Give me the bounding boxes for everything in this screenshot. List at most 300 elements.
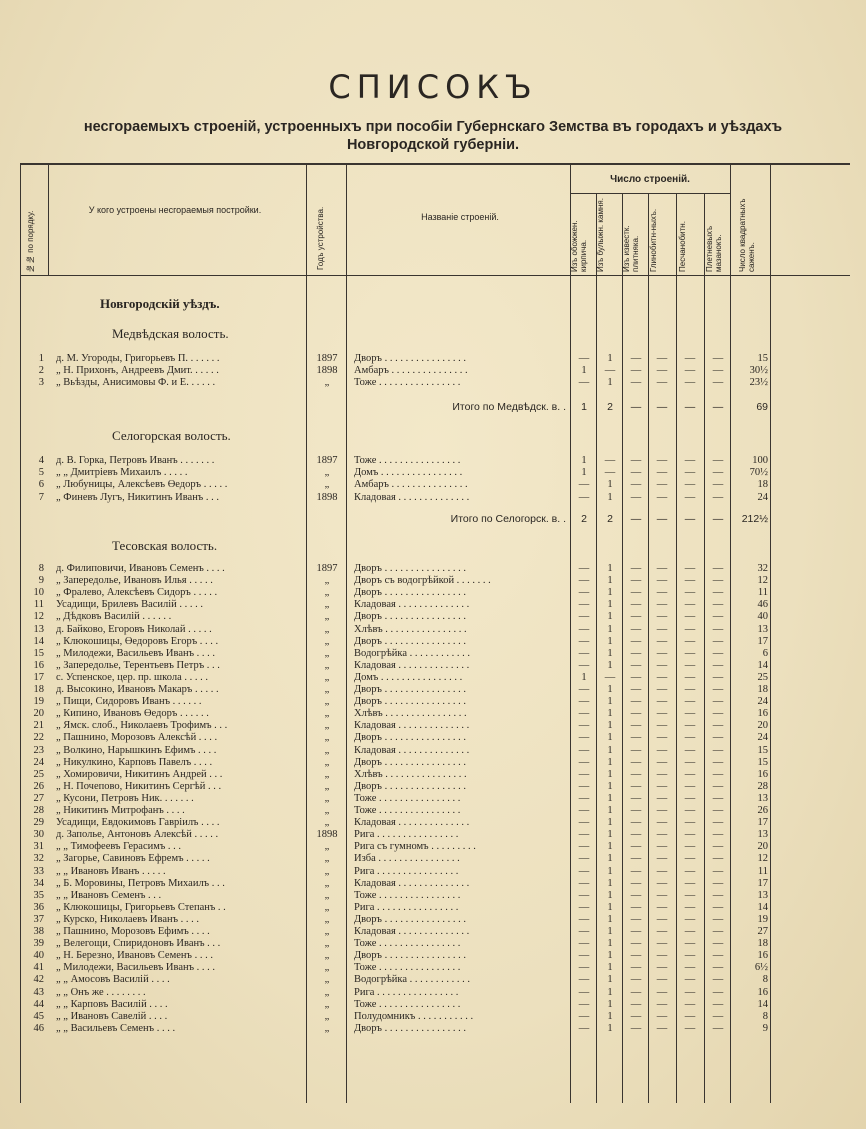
row-count-cell: —	[578, 829, 590, 841]
row-count-cell: —	[656, 829, 668, 841]
row-count-cell: —	[656, 599, 668, 611]
row-year: „	[324, 792, 330, 804]
row-count-cell: —	[712, 913, 724, 925]
row-count-cell: —	[684, 829, 696, 841]
total-count-cell: —	[684, 401, 696, 413]
row-count-cell: —	[684, 974, 696, 986]
row-count-cell: —	[684, 841, 696, 853]
row-count-cell: 1	[607, 780, 613, 792]
row-area: 17	[757, 817, 768, 829]
table-row	[0, 719, 866, 732]
total-count-cell: —	[712, 513, 724, 525]
row-area: 19	[757, 913, 768, 925]
row-count-cell: 1	[607, 901, 613, 913]
table-row	[0, 466, 866, 479]
row-owner: „ Н. Прихонъ, Андреевъ Дмит. . . . . .	[56, 364, 219, 376]
row-year: „	[324, 684, 330, 695]
row-year: „	[324, 841, 330, 853]
row-count-cell: 1	[607, 659, 613, 671]
row-building-name: Рига . . . . . . . . . . . . . . . .	[354, 901, 459, 913]
row-number: 30	[33, 829, 44, 841]
row-owner: „ Финевъ Лугъ, Никитинъ Иванъ . . .	[56, 491, 219, 503]
row-building-name: Тоже . . . . . . . . . . . . . . . .	[354, 805, 461, 816]
table-top-rule	[20, 163, 850, 165]
row-owner: „ Курско, Николаевъ Иванъ . . . .	[56, 913, 200, 925]
row-count-cell: —	[684, 756, 696, 768]
row-count-cell: —	[684, 865, 696, 877]
total-count-cell: 2	[607, 513, 613, 525]
table-row	[0, 707, 866, 720]
row-count-cell: —	[684, 998, 696, 1010]
row-count-cell: —	[712, 865, 724, 877]
row-year: „	[324, 901, 330, 913]
row-number: 21	[33, 720, 44, 732]
row-count-cell: —	[578, 756, 590, 768]
row-area: 30½	[749, 364, 768, 376]
total-label: Итого по Медвѣдск. в. .	[452, 401, 566, 413]
row-count-cell: —	[630, 696, 642, 708]
row-area: 13	[757, 889, 768, 901]
row-count-cell: —	[630, 684, 642, 695]
row-owner: „ Пашнино, Морозовъ Алексѣй . . . .	[56, 732, 218, 744]
row-area: 40	[757, 611, 768, 623]
row-count-cell: —	[630, 491, 642, 503]
row-year: „	[324, 732, 330, 744]
row-count-cell: 1	[607, 974, 613, 986]
row-count-cell: 1	[607, 696, 613, 708]
row-count-cell: 1	[607, 829, 613, 841]
total-label: Итого по Селогорск. в. .	[450, 513, 566, 525]
row-count-cell: —	[630, 708, 642, 720]
row-count-cell: 1	[607, 376, 613, 388]
row-number: 13	[33, 623, 44, 635]
header-sub-sand: Песчанобитн.	[678, 221, 687, 272]
row-area: 9	[762, 1022, 768, 1034]
row-year: „	[324, 708, 330, 720]
row-count-cell: 1	[607, 684, 613, 695]
row-owner: „ Пищи, Сидоровъ Иванъ . . . . . .	[56, 696, 202, 708]
row-count-cell: —	[630, 974, 642, 986]
row-count-cell: —	[630, 950, 642, 962]
row-count-cell: —	[578, 901, 590, 913]
row-count-cell: —	[630, 853, 642, 865]
row-count-cell: —	[712, 889, 724, 901]
table-row	[0, 731, 866, 744]
row-count-cell: —	[684, 744, 696, 756]
row-year: „	[324, 768, 330, 780]
row-area: 11	[757, 587, 768, 599]
row-number: 4	[38, 455, 44, 466]
row-count-cell: 1	[607, 647, 613, 659]
row-year: „	[324, 635, 330, 647]
row-count-cell: —	[712, 467, 724, 479]
row-count-cell: —	[630, 792, 642, 804]
row-building-name: Дворъ . . . . . . . . . . . . . . . .	[354, 696, 466, 708]
row-count-cell: 1	[607, 563, 613, 574]
document-title: СПИСОКЪ	[328, 68, 538, 106]
row-building-name: Тоже . . . . . . . . . . . . . . . .	[354, 455, 461, 466]
row-owner: д. В. Горка, Петровъ Иванъ . . . . . . .	[56, 455, 215, 466]
row-count-cell: —	[684, 938, 696, 950]
row-count-cell: —	[656, 587, 668, 599]
row-number: 27	[33, 792, 44, 804]
row-count-cell: —	[578, 599, 590, 611]
row-number: 41	[33, 962, 44, 974]
row-number: 43	[33, 986, 44, 998]
row-year: „	[324, 805, 330, 816]
row-owner: „ Милодежи, Васильевъ Иванъ . . . .	[56, 962, 216, 974]
row-count-cell: —	[712, 563, 724, 574]
row-count-cell: —	[712, 805, 724, 816]
row-count-cell: —	[684, 671, 696, 683]
row-owner: „ Милодежи, Васильевъ Иванъ . . . .	[56, 647, 216, 659]
row-count-cell: —	[630, 611, 642, 623]
row-count-cell: 1	[607, 817, 613, 829]
row-count-cell: —	[630, 998, 642, 1010]
row-number: 17	[33, 671, 44, 683]
row-count-cell: —	[630, 467, 642, 479]
row-owner: „ Загорье, Савиновъ Ефремъ . . . . .	[56, 853, 210, 865]
row-count-cell: —	[712, 962, 724, 974]
table-row	[0, 1022, 866, 1035]
row-building-name: Кладовая . . . . . . . . . . . . . .	[354, 720, 470, 732]
row-number: 36	[33, 901, 44, 913]
row-owner: „ „ Васильевъ Семенъ . . . .	[56, 1022, 176, 1034]
row-owner: „ Н. Березно, Ивановъ Семенъ . . . .	[56, 950, 213, 962]
row-building-name: Изба . . . . . . . . . . . . . . . .	[354, 853, 460, 865]
section-total-row	[0, 512, 866, 526]
row-count-cell: —	[712, 998, 724, 1010]
row-area: 20	[757, 841, 768, 853]
row-count-cell: 1	[607, 587, 613, 599]
row-count-cell: —	[684, 455, 696, 466]
row-number: 2	[38, 364, 44, 376]
row-area: 32	[757, 563, 768, 574]
table-row	[0, 828, 866, 841]
row-number: 7	[38, 491, 44, 503]
row-area: 17	[757, 877, 768, 889]
row-count-cell: —	[656, 479, 668, 491]
row-count-cell: —	[684, 732, 696, 744]
row-area: 23½	[749, 376, 768, 388]
row-count-cell: —	[630, 1022, 642, 1034]
row-building-name: Дворъ . . . . . . . . . . . . . . . .	[354, 635, 466, 647]
row-count-cell: —	[578, 479, 590, 491]
row-building-name: Полудомникъ . . . . . . . . . . .	[354, 1010, 474, 1022]
row-year: „	[324, 647, 330, 659]
row-year: „	[324, 780, 330, 792]
row-count-cell: —	[712, 364, 724, 376]
row-owner: „ Кипино, Ивановъ Өедоръ . . . . . .	[56, 708, 209, 720]
row-count-cell: —	[630, 780, 642, 792]
row-area: 24	[757, 491, 768, 503]
table-row	[0, 901, 866, 914]
row-count-cell: —	[712, 756, 724, 768]
row-count-cell: —	[578, 974, 590, 986]
row-owner: д. Заполье, Антоновъ Алексѣй . . . . .	[56, 829, 219, 841]
row-count-cell: —	[630, 376, 642, 388]
row-year: „	[324, 756, 330, 768]
row-count-cell: —	[656, 671, 668, 683]
row-count-cell: —	[712, 599, 724, 611]
row-building-name: Дворъ . . . . . . . . . . . . . . . .	[354, 913, 466, 925]
row-owner: „ Ямск. слоб., Николаевъ Трофимъ . . .	[56, 720, 228, 732]
row-count-cell: —	[578, 938, 590, 950]
row-number: 18	[33, 684, 44, 695]
row-count-cell: —	[684, 684, 696, 695]
row-count-cell: —	[578, 720, 590, 732]
row-area: 24	[757, 696, 768, 708]
row-number: 12	[33, 611, 44, 623]
row-building-name: Домъ . . . . . . . . . . . . . . . .	[354, 467, 463, 479]
row-count-cell: —	[656, 467, 668, 479]
header-count-group: Число строеній.	[610, 174, 690, 185]
row-count-cell: —	[712, 744, 724, 756]
row-count-cell: —	[684, 926, 696, 937]
row-count-cell: —	[578, 865, 590, 877]
total-count-cell: —	[712, 401, 724, 413]
header-num: №№ по порядку.	[26, 210, 35, 273]
row-area: 100	[752, 455, 768, 466]
row-count-cell: —	[630, 756, 642, 768]
table-row	[0, 454, 866, 467]
row-count-cell: —	[630, 889, 642, 901]
row-count-cell: —	[712, 817, 724, 829]
row-count-cell: —	[712, 901, 724, 913]
header-sub-clay: Глинобитн-ныхъ.	[649, 208, 658, 272]
table-row	[0, 816, 866, 829]
row-year: „	[324, 913, 330, 925]
row-count-cell: 1	[607, 732, 613, 744]
row-year: „	[324, 599, 330, 611]
row-owner: „ Кусони, Петровъ Ник. . . . . . .	[56, 792, 194, 804]
row-year: „	[324, 696, 330, 708]
row-owner: д. Байково, Егоровъ Николай . . . . .	[56, 623, 212, 635]
row-count-cell: —	[712, 732, 724, 744]
row-count-cell: —	[656, 1010, 668, 1022]
row-owner: Усадищи, Брилевъ Василій . . . . .	[56, 599, 204, 611]
row-owner: „ Хомировичи, Никитинъ Андрей . . .	[56, 768, 223, 780]
row-count-cell: —	[578, 768, 590, 780]
row-number: 10	[33, 587, 44, 599]
row-count-cell: —	[630, 353, 642, 364]
row-count-cell: —	[712, 455, 724, 466]
row-building-name: Тоже . . . . . . . . . . . . . . . .	[354, 938, 461, 950]
row-area: 18	[757, 938, 768, 950]
row-count-cell: —	[656, 364, 668, 376]
row-count-cell: —	[656, 817, 668, 829]
header-sub-stone: Изъ булыжн. камня.	[596, 198, 605, 272]
table-row	[0, 683, 866, 696]
row-building-name: Тоже . . . . . . . . . . . . . . . .	[354, 792, 461, 804]
row-owner: „ Фралево, Алексѣевъ Сидоръ . . . . .	[56, 587, 218, 599]
row-owner: „ Пашнино, Морозовъ Ефимъ . . . .	[56, 926, 210, 937]
row-count-cell: 1	[607, 744, 613, 756]
row-number: 5	[38, 467, 44, 479]
row-count-cell: —	[656, 950, 668, 962]
row-count-cell: —	[712, 986, 724, 998]
table-row	[0, 913, 866, 926]
row-count-cell: 1	[607, 491, 613, 503]
volost-heading: Медвѣдская волость.	[112, 326, 229, 341]
row-number: 25	[33, 768, 44, 780]
row-owner: д. Филиповичи, Ивановъ Семенъ . . . .	[56, 563, 225, 574]
row-year: „	[324, 817, 330, 829]
row-count-cell: —	[578, 611, 590, 623]
row-number: 24	[33, 756, 44, 768]
row-area: 14	[757, 998, 768, 1010]
table-row	[0, 586, 866, 599]
row-owner: „ Б. Моровины, Петровъ Михаилъ . . .	[56, 877, 225, 889]
row-count-cell: —	[684, 611, 696, 623]
row-count-cell: 1	[607, 792, 613, 804]
row-count-cell: —	[684, 962, 696, 974]
row-count-cell: —	[578, 587, 590, 599]
table-row	[0, 744, 866, 757]
row-count-cell: —	[656, 853, 668, 865]
table-row	[0, 973, 866, 986]
row-count-cell: —	[712, 491, 724, 503]
row-number: 42	[33, 974, 44, 986]
row-count-cell: —	[578, 817, 590, 829]
row-number: 11	[33, 599, 44, 611]
table-row	[0, 695, 866, 708]
header-year: Годъ устройства.	[316, 206, 325, 270]
row-building-name: Дворъ . . . . . . . . . . . . . . . .	[354, 950, 466, 962]
table-row	[0, 635, 866, 648]
row-count-cell: —	[630, 865, 642, 877]
table-row	[0, 1010, 866, 1023]
table-row	[0, 889, 866, 902]
row-area: 70½	[749, 467, 768, 479]
row-count-cell: —	[712, 792, 724, 804]
row-owner: „ Дѣдковъ Василій . . . . . .	[56, 611, 172, 623]
row-count-cell: —	[712, 575, 724, 587]
row-count-cell: —	[684, 696, 696, 708]
row-count-cell: —	[656, 376, 668, 388]
row-count-cell: 1	[607, 938, 613, 950]
row-count-cell: —	[656, 611, 668, 623]
row-area: 13	[757, 792, 768, 804]
row-building-name: Дворъ . . . . . . . . . . . . . . . .	[354, 353, 466, 364]
row-area: 12	[757, 575, 768, 587]
row-count-cell: —	[656, 841, 668, 853]
row-count-cell: —	[630, 926, 642, 937]
table-row	[0, 998, 866, 1011]
row-count-cell: —	[684, 364, 696, 376]
row-count-cell: —	[578, 780, 590, 792]
row-count-cell: 1	[607, 599, 613, 611]
row-count-cell: —	[630, 841, 642, 853]
row-count-cell: —	[630, 744, 642, 756]
total-count-cell: —	[656, 401, 668, 413]
row-count-cell: 1	[607, 950, 613, 962]
row-count-cell: —	[712, 479, 724, 491]
row-count-cell: —	[684, 950, 696, 962]
row-year: „	[324, 1022, 330, 1034]
row-number: 33	[33, 865, 44, 877]
row-area: 46	[757, 599, 768, 611]
row-year: „	[324, 877, 330, 889]
row-area: 13	[757, 623, 768, 635]
row-number: 31	[33, 841, 44, 853]
row-year: „	[324, 889, 330, 901]
row-number: 1	[38, 353, 44, 364]
row-count-cell: —	[684, 659, 696, 671]
row-count-cell: —	[630, 635, 642, 647]
header-area: Число квадратныхъ саженъ.	[738, 198, 756, 272]
section-total-row	[0, 400, 866, 414]
row-building-name: Домъ . . . . . . . . . . . . . . . .	[354, 671, 463, 683]
row-number: 9	[38, 575, 44, 587]
row-owner: „ Никулкино, Карповъ Павелъ . . . .	[56, 756, 213, 768]
row-area: 16	[757, 768, 768, 780]
row-count-cell: —	[578, 635, 590, 647]
row-owner: „ „ Ивановъ Семенъ . . .	[56, 889, 162, 901]
row-year: 1897	[316, 455, 338, 466]
row-count-cell: —	[630, 563, 642, 574]
row-count-cell: —	[684, 491, 696, 503]
row-year: „	[324, 467, 330, 479]
row-building-name: Хлѣвъ . . . . . . . . . . . . . . . .	[354, 708, 467, 720]
row-count-cell: —	[712, 768, 724, 780]
row-building-name: Дворъ . . . . . . . . . . . . . . . .	[354, 780, 466, 792]
row-count-cell: —	[578, 684, 590, 695]
row-count-cell: —	[630, 962, 642, 974]
row-count-cell: 1	[607, 768, 613, 780]
row-count-cell: —	[630, 768, 642, 780]
row-count-cell: 1	[607, 720, 613, 732]
row-owner: с. Успенское, цер. пр. школа . . . . .	[56, 671, 208, 683]
row-year: „	[324, 671, 330, 683]
row-building-name: Рига . . . . . . . . . . . . . . . .	[354, 865, 459, 877]
row-year: „	[324, 611, 330, 623]
volost-heading: Селогорская волость.	[112, 428, 231, 443]
row-year: „	[324, 1010, 330, 1022]
row-count-cell: 1	[607, 1022, 613, 1034]
row-count-cell: —	[656, 938, 668, 950]
row-count-cell: —	[630, 479, 642, 491]
row-count-cell: —	[656, 720, 668, 732]
row-count-cell: —	[630, 720, 642, 732]
row-owner: д. Высокино, Ивановъ Макаръ . . . . .	[56, 684, 219, 695]
row-number: 6	[38, 479, 44, 491]
row-building-name: Дворъ . . . . . . . . . . . . . . . .	[354, 587, 466, 599]
row-count-cell: 1	[607, 805, 613, 816]
total-count-cell: 2	[581, 513, 587, 525]
row-count-cell: —	[712, 1010, 724, 1022]
table-header-rule	[20, 275, 850, 276]
row-count-cell: —	[578, 926, 590, 937]
table-row	[0, 780, 866, 793]
count-group-rule	[570, 193, 730, 194]
table-row	[0, 647, 866, 660]
county-heading: Новгородскій уѣздъ.	[100, 296, 220, 311]
row-area: 15	[757, 353, 768, 364]
row-area: 16	[757, 986, 768, 998]
row-count-cell: —	[684, 877, 696, 889]
row-count-cell: 1	[607, 353, 613, 364]
row-count-cell: —	[578, 744, 590, 756]
row-count-cell: —	[630, 455, 642, 466]
row-number: 23	[33, 744, 44, 756]
row-number: 29	[33, 817, 44, 829]
row-count-cell: —	[630, 829, 642, 841]
row-count-cell: —	[712, 853, 724, 865]
row-year: „	[324, 575, 330, 587]
table-row	[0, 574, 866, 587]
row-building-name: Хлѣвъ . . . . . . . . . . . . . . . .	[354, 768, 467, 780]
